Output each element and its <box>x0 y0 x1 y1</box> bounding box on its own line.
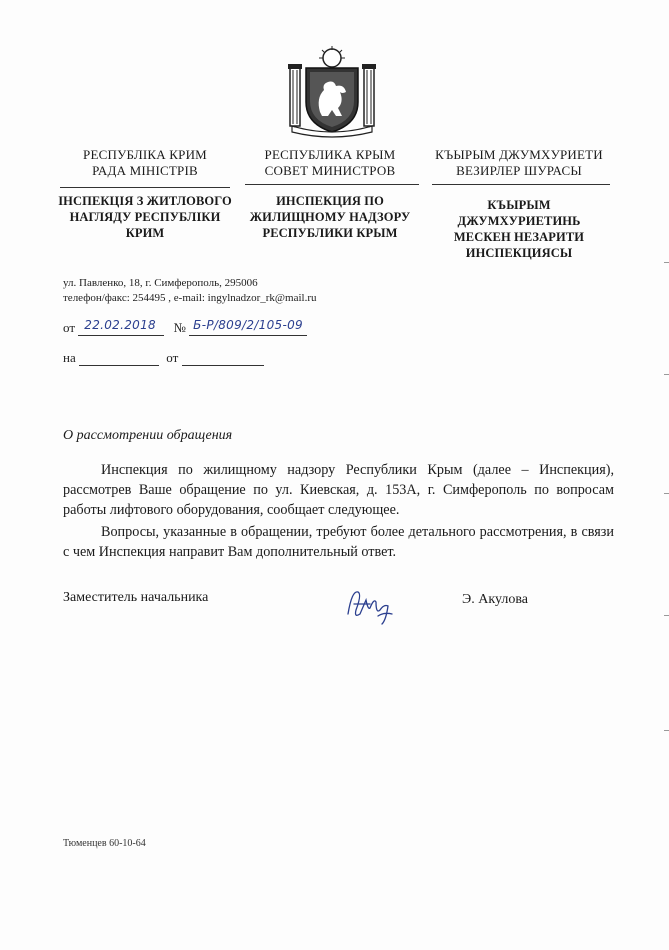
to-label: на <box>63 350 76 365</box>
edge-mark <box>664 493 669 494</box>
header-right-org <box>424 197 614 261</box>
date-value: 22.02.2018 <box>84 318 156 332</box>
date-field <box>78 318 164 336</box>
signatory-name: Э. Акулова <box>462 592 528 607</box>
address-line: ул. Павленко, 18, г. Симферополь, 295006 <box>63 277 258 289</box>
header-left-line2: РАДА МІНІСТРІВ <box>92 163 198 178</box>
body-paragraph: Инспекция по жилищному надзору Республики Крым (далее – Инспекция), рассмотрев Ваше обращение по ул. Киевская, д. 153А, г. Симферополь по вопросам работы лифтового оборудования, сообщает следующее. <box>63 462 614 518</box>
header-center <box>238 147 422 179</box>
header-left-org-line: КРИМ <box>125 226 165 240</box>
signatory-position: Заместитель начальника <box>63 590 209 605</box>
header-left <box>55 147 235 179</box>
header-right-divider <box>432 184 610 185</box>
from-label: от <box>63 320 76 335</box>
ref-line-outgoing <box>63 320 307 336</box>
header-left-line1: РЕСПУБЛІКА КРИМ <box>83 147 207 162</box>
header-right-org-line: КЪЫРЫМ <box>487 198 551 212</box>
handwritten-signature <box>340 580 398 630</box>
body-paragraph: Вопросы, указанные в обращении, требуют более детального рассмотрения, в связи с чем Инспекция направит Вам дополнительный ответ. <box>63 524 614 560</box>
edge-mark <box>664 730 669 731</box>
ref-line-incoming <box>63 350 264 366</box>
header-right-line1: КЪЫРЫМ ДЖУМХУРИЕТИ <box>435 147 603 162</box>
header-right <box>424 147 614 179</box>
header-right-org-line: ДЖУМХУРИЕТИНЬ <box>457 214 581 228</box>
header-left-org <box>55 193 235 241</box>
header-center-divider <box>245 184 419 185</box>
subject-line: О рассмотрении обращения <box>63 428 233 443</box>
header-center-line1: РЕСПУБЛИКА КРЫМ <box>264 147 396 162</box>
header-center-org <box>238 193 422 241</box>
header-center-org-line: РЕСПУБЛИКИ КРЫМ <box>262 226 398 240</box>
executor-info: Тюменцев 60-10-64 <box>63 838 146 849</box>
contact-line: телефон/факс: 254495 , e-mail: ingylnadzor_rk@mail.ru <box>63 292 317 304</box>
header-center-org-line: ИНСПЕКЦИЯ ПО <box>276 194 384 208</box>
to-from-label: от <box>166 350 179 365</box>
header-left-divider <box>60 187 230 188</box>
number-label: № <box>173 320 186 335</box>
address-block <box>63 276 316 306</box>
header-left-org-line: ІНСПЕКЦІЯ З ЖИТЛОВОГО <box>58 194 232 208</box>
incoming-number-field <box>79 351 159 366</box>
edge-mark <box>664 262 669 263</box>
header-right-org-line: МЕСКЕН НЕЗАРИТИ <box>453 230 585 244</box>
coat-of-arms-emblem <box>286 46 378 138</box>
edge-mark <box>664 374 669 375</box>
letter-body <box>63 460 614 562</box>
header-center-line2: СОВЕТ МИНИСТРОВ <box>264 163 396 178</box>
edge-mark <box>664 615 669 616</box>
header-left-org-line: НАГЛЯДУ РЕСПУБЛІКИ <box>69 210 221 224</box>
header-center-org-line: ЖИЛИЩНОМУ НАДЗОРУ <box>249 210 411 224</box>
number-value: Б-Р/809/2/105-09 <box>193 318 303 332</box>
header-right-line2: ВЕЗИРЛЕР ШУРАСЫ <box>456 163 582 178</box>
incoming-date-field <box>182 351 264 366</box>
number-field <box>189 318 307 336</box>
header-right-org-line: ИНСПЕКЦИЯСЫ <box>465 246 573 260</box>
